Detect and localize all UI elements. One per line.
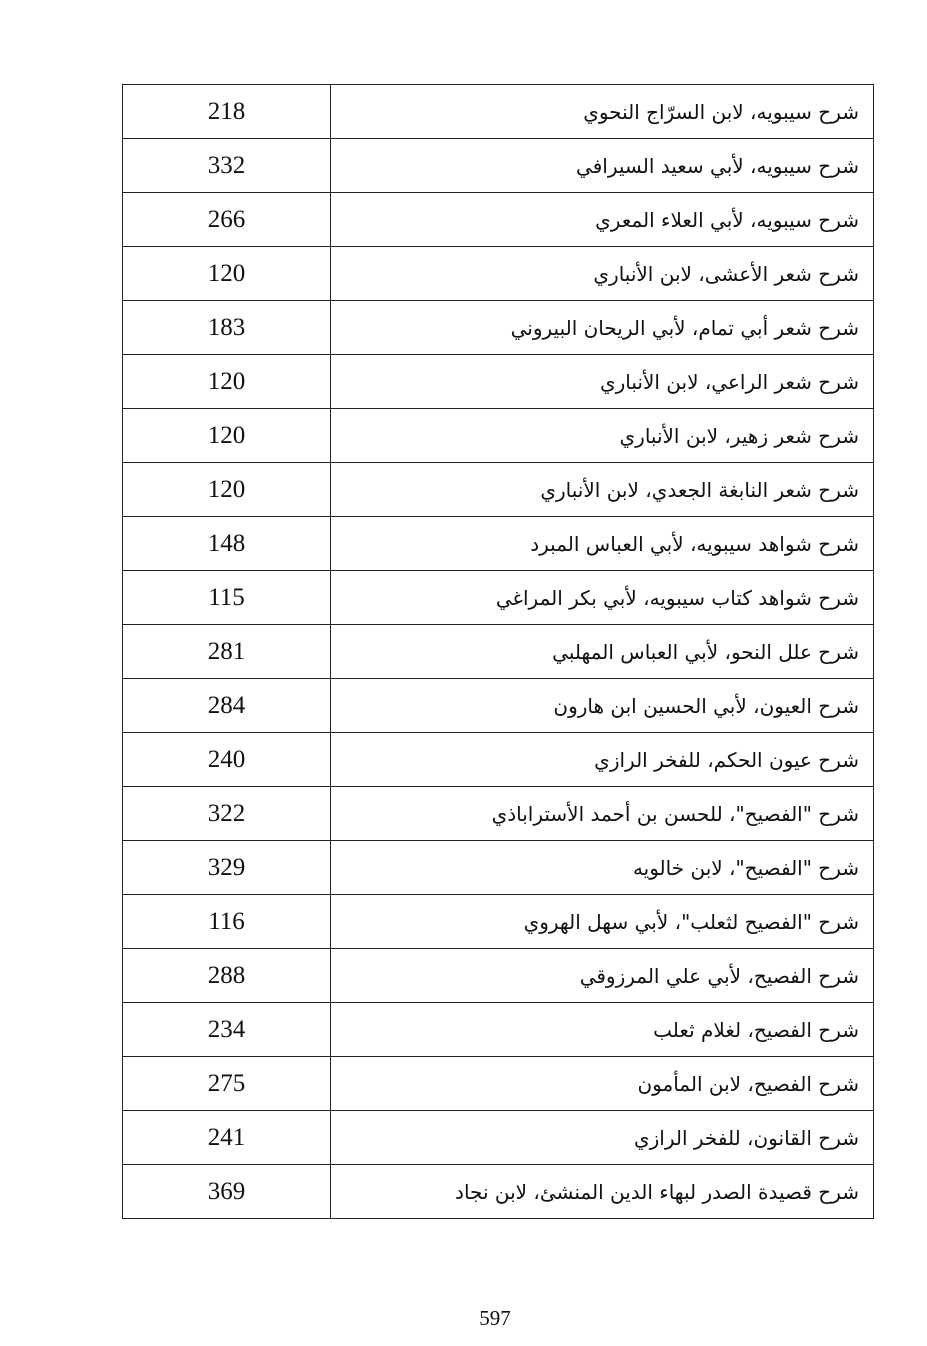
title-cell: شرح "الفصيح"، لابن خالويه	[331, 841, 874, 895]
table-row	[123, 517, 874, 571]
table-row	[123, 463, 874, 517]
table-row	[123, 247, 874, 301]
page-ref-cell: 116	[123, 895, 331, 949]
table-row	[123, 1111, 874, 1165]
title-cell: شرح شعر الراعي، لابن الأنباري	[331, 355, 874, 409]
title-cell: شرح شعر النابغة الجعدي، لابن الأنباري	[331, 463, 874, 517]
title-cell: شرح شعر زهير، لابن الأنباري	[331, 409, 874, 463]
page-ref-cell: 369	[123, 1165, 331, 1219]
title-cell: شرح الفصيح، لغلام ثعلب	[331, 1003, 874, 1057]
page-ref-cell: 288	[123, 949, 331, 1003]
page-ref-cell: 218	[123, 85, 331, 139]
title-cell: شرح "الفصيح لثعلب"، لأبي سهل الهروي	[331, 895, 874, 949]
title-cell: شرح شعر الأعشى، لابن الأنباري	[331, 247, 874, 301]
page-ref-cell: 284	[123, 679, 331, 733]
title-cell: شرح علل النحو، لأبي العباس المهلبي	[331, 625, 874, 679]
page-ref-cell: 148	[123, 517, 331, 571]
title-cell: شرح عيون الحكم، للفخر الرازي	[331, 733, 874, 787]
title-cell: شرح القانون، للفخر الرازي	[331, 1111, 874, 1165]
table-row	[123, 1003, 874, 1057]
title-cell: شرح الفصيح، لأبي علي المرزوقي	[331, 949, 874, 1003]
table-row	[123, 571, 874, 625]
table-row	[123, 1165, 874, 1219]
page-ref-cell: 234	[123, 1003, 331, 1057]
page-ref-cell: 120	[123, 463, 331, 517]
title-cell: شرح "الفصيح"، للحسن بن أحمد الأستراباذي	[331, 787, 874, 841]
title-cell: شرح سيبويه، لأبي سعيد السيرافي	[331, 139, 874, 193]
page-ref-cell: 120	[123, 409, 331, 463]
table-row	[123, 139, 874, 193]
index-table	[122, 84, 874, 1219]
title-cell: شرح سيبويه، لابن السرّاج النحوي	[331, 85, 874, 139]
page-ref-cell: 329	[123, 841, 331, 895]
page-ref-cell: 183	[123, 301, 331, 355]
page-ref-cell: 281	[123, 625, 331, 679]
page-ref-cell: 275	[123, 1057, 331, 1111]
title-cell: شرح شعر أبي تمام، لأبي الريحان البيروني	[331, 301, 874, 355]
table-row	[123, 949, 874, 1003]
page-ref-cell: 115	[123, 571, 331, 625]
table-row	[123, 355, 874, 409]
table-row	[123, 787, 874, 841]
table-row	[123, 1057, 874, 1111]
table-row	[123, 841, 874, 895]
table-row	[123, 85, 874, 139]
page-number: 597	[479, 1306, 511, 1330]
page-ref-cell: 322	[123, 787, 331, 841]
table-row	[123, 679, 874, 733]
page-ref-cell: 240	[123, 733, 331, 787]
title-cell: شرح سيبويه، لأبي العلاء المعري	[331, 193, 874, 247]
page-ref-cell: 266	[123, 193, 331, 247]
title-cell: شرح شواهد كتاب سيبويه، لأبي بكر المراغي	[331, 571, 874, 625]
title-cell: شرح قصيدة الصدر لبهاء الدين المنشئ، لابن نجاد	[331, 1165, 874, 1219]
table-row	[123, 301, 874, 355]
title-cell: شرح الفصيح، لابن المأمون	[331, 1057, 874, 1111]
table-row	[123, 895, 874, 949]
title-cell: شرح العيون، لأبي الحسين ابن هارون	[331, 679, 874, 733]
page-ref-cell: 332	[123, 139, 331, 193]
table-row	[123, 193, 874, 247]
table-row	[123, 625, 874, 679]
title-cell: شرح شواهد سيبويه، لأبي العباس المبرد	[331, 517, 874, 571]
page-ref-cell: 241	[123, 1111, 331, 1165]
index-table-body	[123, 85, 874, 1219]
table-row	[123, 733, 874, 787]
page-ref-cell: 120	[123, 247, 331, 301]
page-ref-cell: 120	[123, 355, 331, 409]
table-row	[123, 409, 874, 463]
